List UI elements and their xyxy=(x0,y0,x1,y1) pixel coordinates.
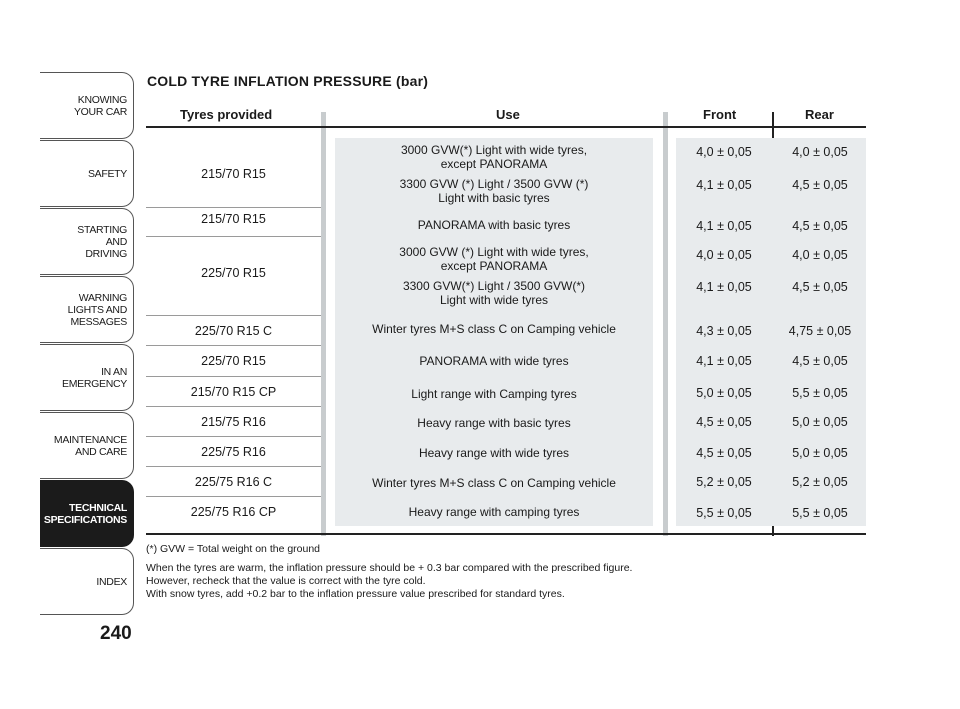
tab-in-an-emergency[interactable] xyxy=(40,344,134,411)
use-line: 3000 GVW(*) Light with wide tyres, xyxy=(400,143,588,157)
use-text: Light range with Camping tyres xyxy=(411,387,577,401)
tyre-size: 225/70 R15 xyxy=(201,266,266,280)
front-pressure: 4,5 ± 0,05 xyxy=(696,446,752,460)
front-pressure: 4,1 ± 0,05 xyxy=(696,219,752,233)
rear-pressure: 5,0 ± 0,05 xyxy=(792,415,848,429)
page-number: 240 xyxy=(100,623,132,644)
front-pressure: 4,5 ± 0,05 xyxy=(696,415,752,429)
use-line: 3300 GVW (*) Light / 3500 GVW (*) xyxy=(399,177,589,191)
tab-label: SAFETY xyxy=(87,167,127,180)
tyre-size: 225/70 R15 C xyxy=(194,324,273,338)
note-recheck: However, recheck that the value is correct with the tyre cold. xyxy=(146,575,426,587)
use-line: Light with basic tyres xyxy=(438,190,550,205)
tyre-size: 225/70 R15 xyxy=(201,354,266,368)
use-text: Heavy range with camping tyres xyxy=(408,505,580,519)
note-snow-tyres: With snow tyres, add +0.2 bar to the inflation pressure value prescribed for standard tyres. xyxy=(146,588,565,600)
table-top-rule xyxy=(146,126,866,128)
use-line: except PANORAMA xyxy=(440,258,548,273)
tab-label: KNOWING YOUR CAR xyxy=(73,93,127,118)
front-pressure: 4,3 ± 0,05 xyxy=(696,324,752,338)
rear-pressure: 4,0 ± 0,05 xyxy=(792,145,848,159)
use-text: Winter tyres M+S class C on Camping vehicle xyxy=(372,476,616,490)
front-pressure: 4,1 ± 0,05 xyxy=(696,354,752,368)
page-title: COLD TYRE INFLATION PRESSURE (bar) xyxy=(147,73,429,89)
tab-knowing-your-car[interactable] xyxy=(40,72,134,139)
use-text xyxy=(335,144,653,171)
tyre-size: 215/70 R15 xyxy=(201,212,266,226)
row-divider xyxy=(146,345,321,346)
rear-pressure: 5,5 ± 0,05 xyxy=(792,386,848,400)
use-text xyxy=(335,178,653,205)
use-line: 3300 GVW(*) Light / 3500 GVW(*) xyxy=(402,279,586,293)
rear-pressure: 4,5 ± 0,05 xyxy=(792,354,848,368)
row-divider xyxy=(146,376,321,377)
gvw-footnote: (*) GVW = Total weight on the ground xyxy=(146,543,321,555)
chapter-sidebar xyxy=(40,72,134,616)
rear-pressure: 4,5 ± 0,05 xyxy=(792,178,848,192)
rear-pressure: 4,5 ± 0,05 xyxy=(792,280,848,294)
tyre-size: 215/70 R15 CP xyxy=(190,385,277,399)
use-text: Heavy range with basic tyres xyxy=(417,416,571,430)
tab-maintenance-and-care[interactable] xyxy=(40,412,134,479)
tab-label: IN AN EMERGENCY xyxy=(62,365,127,390)
tab-label: STARTING AND DRIVING xyxy=(77,223,127,260)
front-pressure: 4,1 ± 0,05 xyxy=(696,178,752,192)
tyre-size: 225/75 R16 C xyxy=(194,475,273,489)
tab-technical-specifications[interactable] xyxy=(40,480,134,547)
use-line: except PANORAMA xyxy=(440,156,548,171)
row-divider xyxy=(146,236,321,237)
front-pressure: 5,0 ± 0,05 xyxy=(696,386,752,400)
column-separator xyxy=(321,112,326,536)
row-divider xyxy=(146,315,321,316)
header-rear: Rear xyxy=(805,107,834,122)
tyre-size: 215/70 R15 xyxy=(201,167,266,181)
row-divider xyxy=(146,406,321,407)
header-use: Use xyxy=(496,107,520,122)
tyre-size: 215/75 R16 xyxy=(201,415,266,429)
header-front: Front xyxy=(703,107,737,122)
use-text: Winter tyres M+S class C on Camping vehicle xyxy=(372,322,616,336)
front-pressure: 4,0 ± 0,05 xyxy=(696,248,752,262)
rear-pressure: 4,5 ± 0,05 xyxy=(792,219,848,233)
tyre-size: 225/75 R16 CP xyxy=(190,505,277,519)
front-pressure: 4,0 ± 0,05 xyxy=(696,145,752,159)
tab-warning-lights[interactable] xyxy=(40,276,134,343)
use-text xyxy=(335,246,653,273)
row-divider xyxy=(146,496,321,497)
header-tyres: Tyres provided xyxy=(180,107,273,122)
tab-label: INDEX xyxy=(96,575,127,588)
use-text: PANORAMA with wide tyres xyxy=(419,354,569,368)
row-divider xyxy=(146,436,321,437)
tab-label: MAINTENANCE AND CARE xyxy=(53,433,127,458)
column-separator xyxy=(663,112,668,536)
front-pressure: 5,2 ± 0,05 xyxy=(696,475,752,489)
tab-label: WARNING LIGHTS AND MESSAGES xyxy=(67,291,127,328)
rear-pressure: 5,5 ± 0,05 xyxy=(792,506,848,520)
front-pressure: 5,5 ± 0,05 xyxy=(696,506,752,520)
table-bottom-rule xyxy=(146,533,866,535)
note-warm-tyres: When the tyres are warm, the inflation pressure should be + 0.3 bar compared with the prescribed figure. xyxy=(146,562,633,574)
tab-index[interactable] xyxy=(40,548,134,615)
rear-pressure: 4,0 ± 0,05 xyxy=(792,248,848,262)
row-divider xyxy=(146,207,321,208)
row-divider xyxy=(146,466,321,467)
front-pressure: 4,1 ± 0,05 xyxy=(696,280,752,294)
tyre-size: 225/75 R16 xyxy=(201,445,266,459)
rear-pressure: 4,75 ± 0,05 xyxy=(788,324,852,338)
use-line: Light with wide tyres xyxy=(439,292,549,307)
use-text xyxy=(335,280,653,307)
rear-pressure: 5,0 ± 0,05 xyxy=(792,446,848,460)
tab-safety[interactable] xyxy=(40,140,134,207)
use-text: Heavy range with wide tyres xyxy=(418,446,570,460)
use-text: PANORAMA with basic tyres xyxy=(417,218,571,232)
tab-label: TECHNICAL SPECIFICATIONS xyxy=(43,501,127,526)
tab-starting-and-driving[interactable] xyxy=(40,208,134,275)
use-line: 3000 GVW (*) Light with wide tyres, xyxy=(399,245,589,259)
rear-pressure: 5,2 ± 0,05 xyxy=(792,475,848,489)
